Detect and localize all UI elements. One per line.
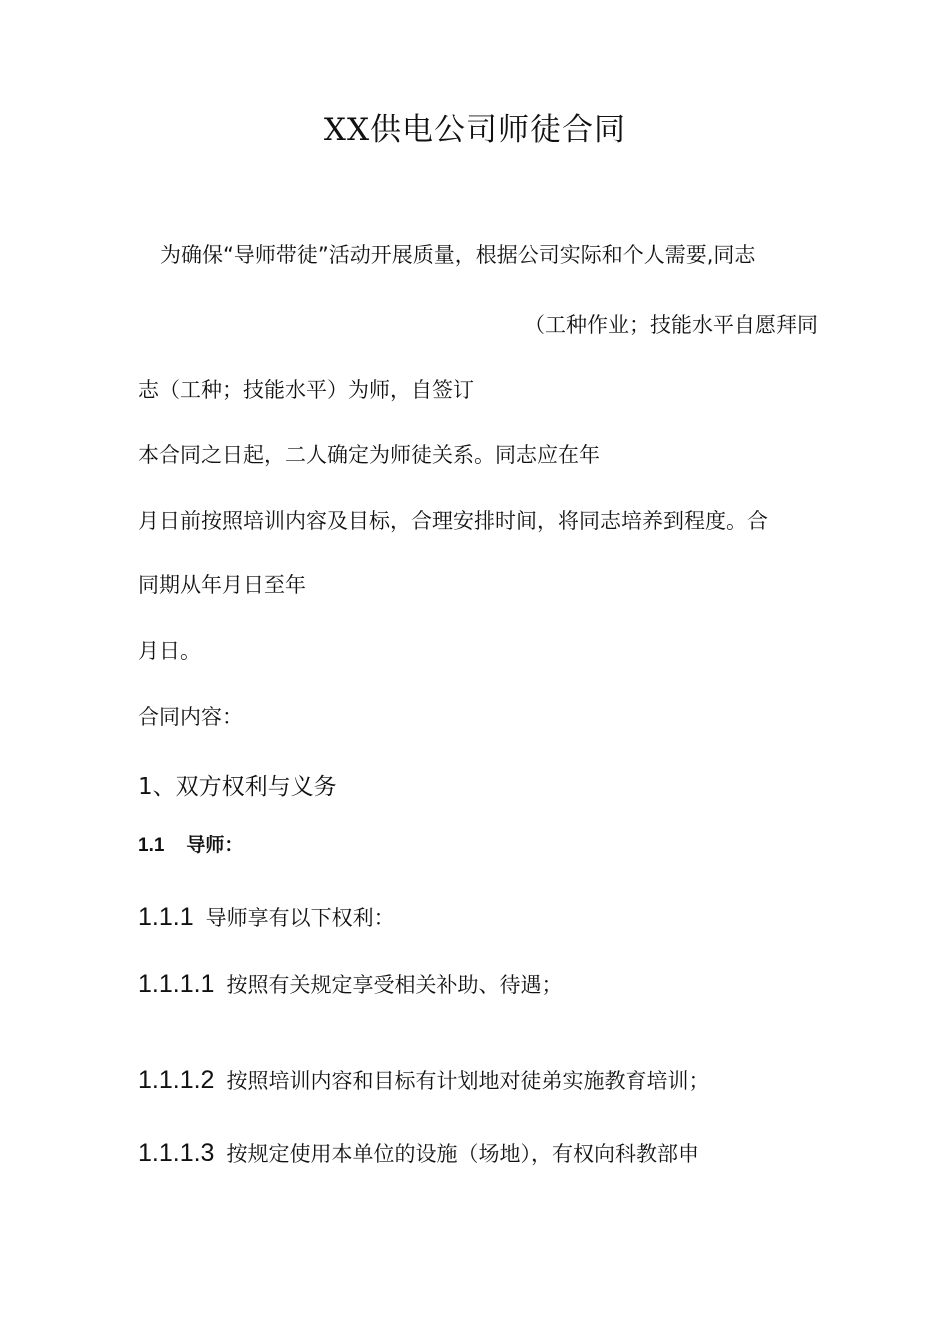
section-1-number: 1、 [138, 774, 176, 800]
paragraph-line-2: （工种作业；技能水平自愿拜同 [524, 313, 818, 337]
list-item-1-1-1-1 [138, 970, 562, 999]
item-text: 按照有关规定享受相关补助、待遇； [226, 973, 563, 997]
item-number: 1.1.1.1 [138, 970, 215, 998]
list-item-1-1-1-2 [138, 1066, 709, 1095]
section-1-1-1-text: 导师享有以下权利： [205, 906, 395, 930]
paragraph-line-6: 同期从年月日至年 [138, 573, 306, 597]
section-1-1-1-number: 1.1.1 [138, 903, 194, 931]
section-1-1-1-heading [138, 903, 395, 932]
item-text: 按规定使用本单位的设施（场地），有权向科教部申 [226, 1142, 699, 1166]
section-1-text: 双方权利与义务 [175, 774, 337, 800]
section-1-1-number: 1.1 [138, 835, 165, 856]
section-1-1-heading [138, 831, 243, 860]
paragraph-line-7: 月日。 [138, 639, 201, 663]
paragraph-line-5: 月日前按照培训内容及目标，合理安排时间，将同志培养到程度。合 [138, 509, 768, 533]
section-1-1-text: 导师： [186, 834, 244, 856]
paragraph-line-4: 本合同之日起，二人确定为师徒关系。同志应在年 [138, 443, 600, 467]
item-number: 1.1.1.3 [138, 1139, 215, 1167]
item-number: 1.1.1.2 [138, 1066, 215, 1094]
section-1-heading [138, 773, 337, 801]
paragraph-line-1: 为确保“导师带徒”活动开展质量，根据公司实际和个人需要,同志 [160, 243, 756, 267]
document-title: XX供电公司师徒合同 [323, 112, 627, 148]
contract-content-label: 合同内容： [138, 705, 243, 729]
item-text: 按照培训内容和目标有计划地对徒弟实施教育培训； [226, 1069, 710, 1093]
list-item-1-1-1-3 [138, 1139, 699, 1168]
paragraph-line-3: 志（工种；技能水平）为师，自签订 [138, 378, 474, 402]
